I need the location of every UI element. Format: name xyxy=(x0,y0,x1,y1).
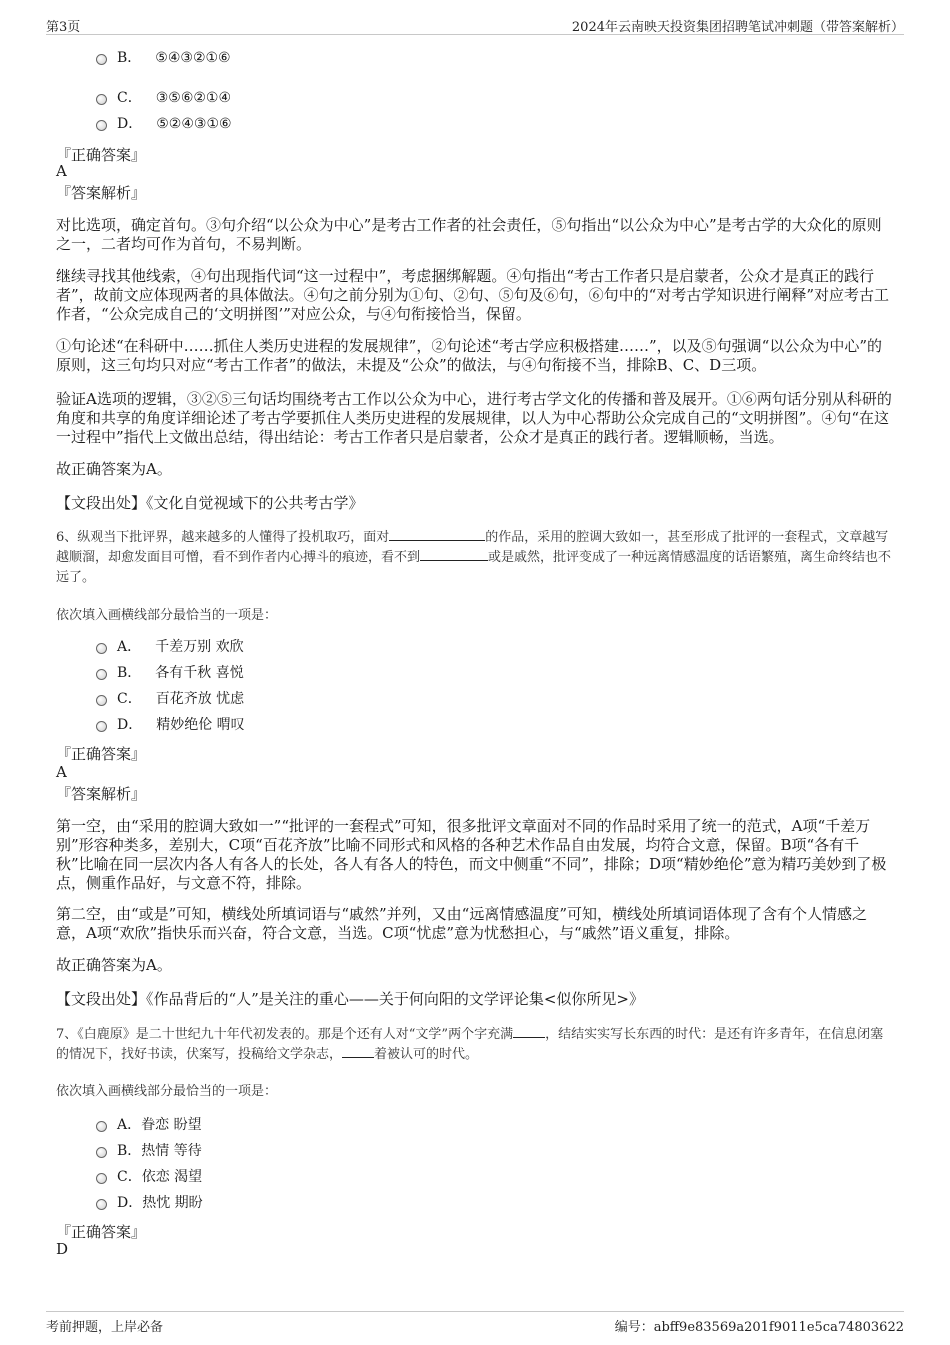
footer-slogan: 考前押题，上岸必备 xyxy=(46,1320,164,1335)
radio-icon[interactable] xyxy=(96,1173,107,1184)
q6-option-d[interactable]: D． 精妙绝伦 喟叹 xyxy=(96,715,245,735)
q7-option-a[interactable]: A．眷恋 盼望 xyxy=(96,1115,202,1135)
q5-option-d[interactable]: D． ⑤②④③①⑥ xyxy=(96,114,232,134)
q6-source: 【文段出处】《作品背后的“人”是关注的重心——关于何向阳的文学评论集<似你所见>》 xyxy=(56,990,644,1008)
q5-answer: A xyxy=(56,162,67,180)
q5-option-b[interactable]: B． ⑤④③②①⑥ xyxy=(96,48,231,68)
page-header xyxy=(46,14,904,35)
q6-blank-1 xyxy=(389,528,485,541)
q6-option-c[interactable]: C． 百花齐放 忧虑 xyxy=(96,689,244,709)
q7-blank-1 xyxy=(513,1025,545,1038)
q5-source: 【文段出处】《文化自觉视域下的公共考古学》 xyxy=(56,494,364,512)
q7-answer: D xyxy=(56,1240,69,1258)
document-title: 2024年云南映天投资集团招聘笔试冲刺题（带答案解析） xyxy=(571,20,904,35)
q5-analysis-conclusion: 故正确答案为A。 xyxy=(56,460,172,478)
radio-icon[interactable] xyxy=(96,669,107,680)
q6-option-b[interactable]: B． 各有千秋 喜悦 xyxy=(96,663,244,683)
q7-option-c[interactable]: C．依恋 渴望 xyxy=(96,1167,202,1187)
q5-option-c[interactable]: C． ③⑤⑥②①④ xyxy=(96,88,231,108)
q5-answer-label: 『正确答案』 xyxy=(56,146,147,164)
q6-answer: A xyxy=(56,763,67,781)
radio-icon[interactable] xyxy=(96,54,107,65)
radio-icon[interactable] xyxy=(96,1199,107,1210)
page-footer xyxy=(46,1311,904,1336)
q6-answer-label: 『正确答案』 xyxy=(56,745,147,763)
q5-analysis-paragraph-3: ①句论述“在科研中……抓住人类历史进程的发展规律”，②句论述“考古学应积极搭建……”，以及⑤句强调“以公众为中心”的原则，这三句均只对应“考古工作者”的做法，未提及“公众”的做法，与④句衔接不当，排除B、C、D三项。 xyxy=(56,337,883,374)
q5-analysis-paragraph-4: 验证A选项的逻辑，③②⑤三句话均围绕考古工作以公众为中心，进行考古学文化的传播和普及展开。①⑥两句话分别从科研的角度和共享的角度详细论述了考古学要抓住人类历史进程的发展规律，以人为中心帮助公众完成自己的“文明拼图”。④句“在这一过程中”指代上文做出总结，得出结论：考古工作者只是启蒙者，公众才是真正的践行者。逻辑顺畅，当选。 xyxy=(56,390,892,446)
radio-icon[interactable] xyxy=(96,94,107,105)
radio-icon[interactable] xyxy=(96,1147,107,1158)
q6-option-a[interactable]: A． 千差万别 欢欣 xyxy=(96,637,244,657)
radio-icon[interactable] xyxy=(96,721,107,732)
q7-answer-label: 『正确答案』 xyxy=(56,1223,147,1241)
q6-analysis-conclusion: 故正确答案为A。 xyxy=(56,956,172,974)
q7-option-b[interactable]: B．热情 等待 xyxy=(96,1141,202,1161)
q7-option-d[interactable]: D．热忱 期盼 xyxy=(96,1193,203,1213)
radio-icon[interactable] xyxy=(96,120,107,131)
q6-analysis-label: 『答案解析』 xyxy=(56,785,147,803)
q6-analysis-paragraph-1: 第一空，由“采用的腔调大致如一”“批评的一套程式”可知，很多批评文章面对不同的作品时采用了统一的范式，A项“千差万别”形容种类多，差别大，C项“百花齐放”比喻不同形式和风格的各种艺术作品自由发展，均符合文意，保留。B项“各有千秋”比喻在同一层次内各人有各人的长处，各人有各人的特色，而文中侧重“不同”，排除；D项“精妙绝伦”意为精巧美妙到了极点，侧重作品好，与文意不符，排除。 xyxy=(56,817,887,892)
q5-analysis-label: 『答案解析』 xyxy=(56,184,147,202)
q6-stem: 6、纵观当下批评界，越来越多的人懂得了投机取巧，面对 的作品，采用的腔调大致如一，甚至形成了批评的一套程式，文章越写越顺溜，却愈发面目可憎，看不到作者内心搏斗的痕迹，看不到 或是戚然，批评变成了一种远离情感温度的话语繁殖，离生命终结也不远了。 xyxy=(56,530,892,585)
radio-icon[interactable] xyxy=(96,695,107,706)
radio-icon[interactable] xyxy=(96,643,107,654)
q6-blank-2 xyxy=(420,548,488,561)
q7-prompt: 依次填入画横线部分最恰当的一项是： xyxy=(56,1084,278,1099)
q7-number: 7、 xyxy=(56,1027,78,1042)
radio-icon[interactable] xyxy=(96,1121,107,1132)
q7-stem: 7、《白鹿原》是二十世纪九十年代初发表的。那是个还有人对“文学”两个字充满 ，结结实实写长东西的时代：是还有许多青年，在信息闭塞的情况下，找好书读，伏案写，投稿给文学杂志， 着被认可的时代。 xyxy=(56,1027,884,1062)
q6-prompt: 依次填入画横线部分最恰当的一项是： xyxy=(56,608,278,623)
document-id: 编号：abff9e83569a201f9011e5ca74803622 xyxy=(614,1320,904,1335)
page-number: 第3页 xyxy=(46,20,81,35)
q6-analysis-paragraph-2: 第二空，由“或是”可知，横线处所填词语与“戚然”并列，又由“远离情感温度”可知，横线处所填词语体现了含有个人情感之意，A项“欢欣”指快乐而兴奋，符合文意，当选。C项“忧虑”意为忧愁担心，与“戚然”语义重复，排除。 xyxy=(56,905,868,942)
q5-analysis-paragraph-1: 对比选项，确定首句。③句介绍“以公众为中心”是考古工作者的社会责任，⑤句指出“以公众为中心”是考古学的大众化的原则之一，二者均可作为首句，不易判断。 xyxy=(56,216,882,253)
q7-blank-2 xyxy=(342,1045,374,1058)
q6-number: 6、 xyxy=(56,530,78,545)
q5-analysis-paragraph-2: 继续寻找其他线索，④句出现指代词“这一过程中”，考虑捆绑解题。④句指出“考古工作者只是启蒙者，公众才是真正的践行者”，故前文应体现两者的具体做法。④句之前分别为①句、②句、⑤句及⑥句，⑥句中的“对考古学知识进行阐释”对应考古工作者，“公众完成自己的‘文明拼图’”对应公众，与④句衔接恰当，保留。 xyxy=(56,267,890,323)
